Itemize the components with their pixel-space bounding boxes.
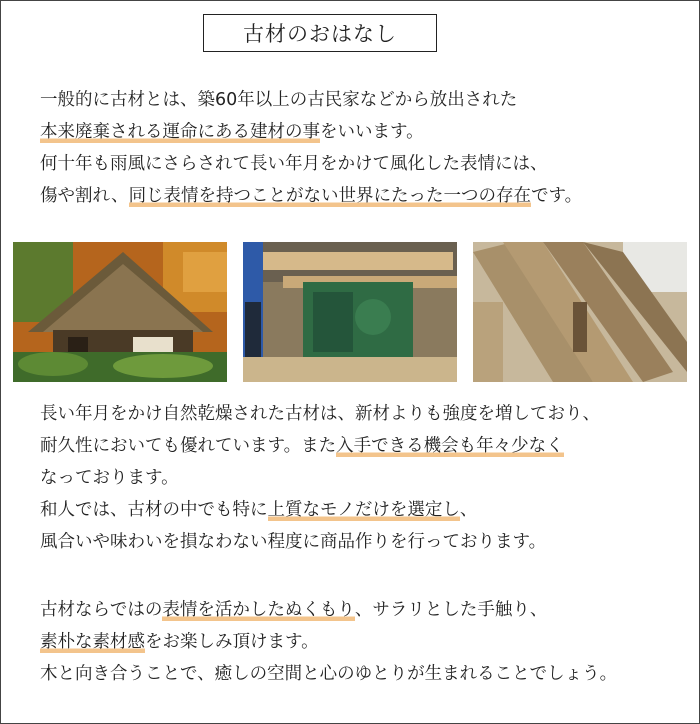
body-text: 何十年も雨風にさらされて長い年月をかけて風化した表情には、 xyxy=(40,154,548,174)
highlighted-text: 素朴な素材感 xyxy=(40,632,145,652)
text-line xyxy=(40,658,617,690)
text-line xyxy=(40,398,600,430)
highlighted-text: 表情を活かしたぬくもり xyxy=(162,600,355,620)
body-text: 耐久性においても優れています。また xyxy=(40,436,337,456)
highlighted-text: 本来廃棄される運命にある建材の事 xyxy=(40,122,320,142)
text-line xyxy=(40,494,600,526)
thatched-roof-farmhouse-photo xyxy=(13,242,227,382)
body-text: 和人では、古材の中でも特に xyxy=(40,500,268,520)
body-text: をお楽しみ頂けます。 xyxy=(145,632,319,652)
body-text: 一般的に古材とは、築60年以上の古民家などから放出された xyxy=(40,90,518,110)
text-line xyxy=(40,430,600,462)
old-lumber-stack-photo xyxy=(473,242,687,382)
body-text: です。 xyxy=(531,186,583,206)
text-line xyxy=(40,462,600,494)
body-text: 長い年月をかけ自然乾燥された古材は、新材よりも強度を増しており、 xyxy=(40,404,600,424)
body-text: 風合いや味わいを損なわない程度に商品作りを行っております。 xyxy=(40,532,547,552)
durability-paragraph xyxy=(40,398,600,558)
body-text: 古材ならではの xyxy=(40,600,163,620)
body-text: をいいます。 xyxy=(320,122,424,142)
texture-paragraph xyxy=(40,594,617,690)
intro-paragraph xyxy=(40,84,582,212)
body-text: 木と向き合うことで、癒しの空間と心のゆとりが生まれることでしょう。 xyxy=(40,664,618,684)
body-text: 傷や割れ、 xyxy=(40,186,129,206)
text-line xyxy=(40,116,582,148)
body-text: なっております。 xyxy=(40,468,179,488)
text-line xyxy=(40,594,617,626)
sawmill-machine-photo xyxy=(243,242,457,382)
highlighted-text: 上質なモノだけを選定し xyxy=(267,500,460,520)
text-line xyxy=(40,84,582,116)
text-line xyxy=(40,180,582,212)
body-text: 、サラリとした手触り、 xyxy=(354,600,548,620)
page-title: 古材のおはなし xyxy=(203,14,437,52)
text-line xyxy=(40,626,617,658)
highlighted-text: 入手できる機会も年々少なく xyxy=(336,436,564,456)
text-line xyxy=(40,148,582,180)
body-text: 、 xyxy=(459,500,478,520)
highlighted-text: 同じ表情を持つことがない世界にたった一つの存在 xyxy=(128,186,532,206)
text-line xyxy=(40,526,600,558)
